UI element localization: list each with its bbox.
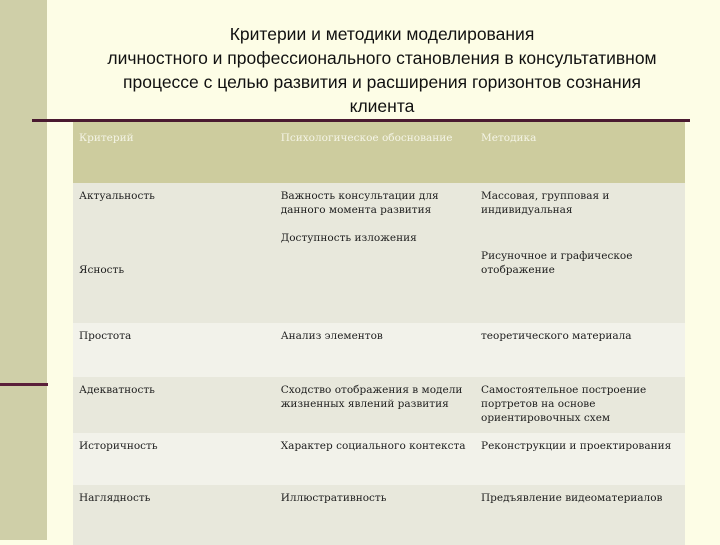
criterion-text: Ясность [79, 264, 125, 276]
criterion-text: Актуальность [79, 190, 155, 202]
table-row [73, 323, 685, 377]
spacer [281, 217, 469, 231]
slide-title [62, 22, 702, 118]
criterion-cell: Наглядность [73, 485, 275, 545]
basis-cell: Иллюстративность [275, 485, 475, 545]
table-row [73, 485, 685, 545]
method-cell: теоретического материала [475, 323, 685, 377]
table-row [73, 377, 685, 433]
header-criterion: Критерий [73, 122, 275, 183]
basis-text: Доступность изложения [280, 232, 417, 244]
basis-text: Важность консультации для данного момента развития [280, 190, 439, 216]
spacer [79, 203, 269, 263]
criteria-table [73, 122, 685, 545]
criterion-cell: Адекватность [73, 377, 275, 433]
method-text: Рисуночное и графическое отображение [481, 250, 633, 276]
header-method: Методика [475, 122, 685, 183]
title-line-4: клиента [349, 96, 415, 116]
left-decor-line [0, 383, 48, 386]
basis-cell: Сходство отображения в модели жизненных явлений развития [275, 377, 475, 433]
title-line-1: Критерии и методики моделирования [229, 24, 535, 44]
table-row [73, 433, 685, 485]
basis-cell: Анализ элементов [275, 323, 475, 377]
left-decor-bar [0, 0, 47, 540]
criterion-cell: Простота [73, 323, 275, 377]
basis-cell [275, 183, 475, 323]
title-line-3: процессе с целью развития и расширения горизонтов сознания [123, 72, 641, 92]
criterion-cell: Историчность [73, 433, 275, 485]
spacer [481, 217, 679, 249]
table-row [73, 183, 685, 323]
basis-cell: Характер социального контекста [275, 433, 475, 485]
header-basis: Психологическое обоснование [275, 122, 475, 183]
method-cell: Реконструкции и проектирования [475, 433, 685, 485]
criterion-cell [73, 183, 275, 323]
method-cell [475, 183, 685, 323]
table-header-row [73, 122, 685, 183]
method-cell: Самостоятельное построение портретов на основе ориентировочных схем [475, 377, 685, 433]
method-cell: Предъявление видеоматериалов [475, 485, 685, 545]
title-line-2: личностного и профессионального становления в консультативном [107, 48, 657, 68]
method-text: Массовая, групповая и индивидуальная [481, 190, 610, 216]
